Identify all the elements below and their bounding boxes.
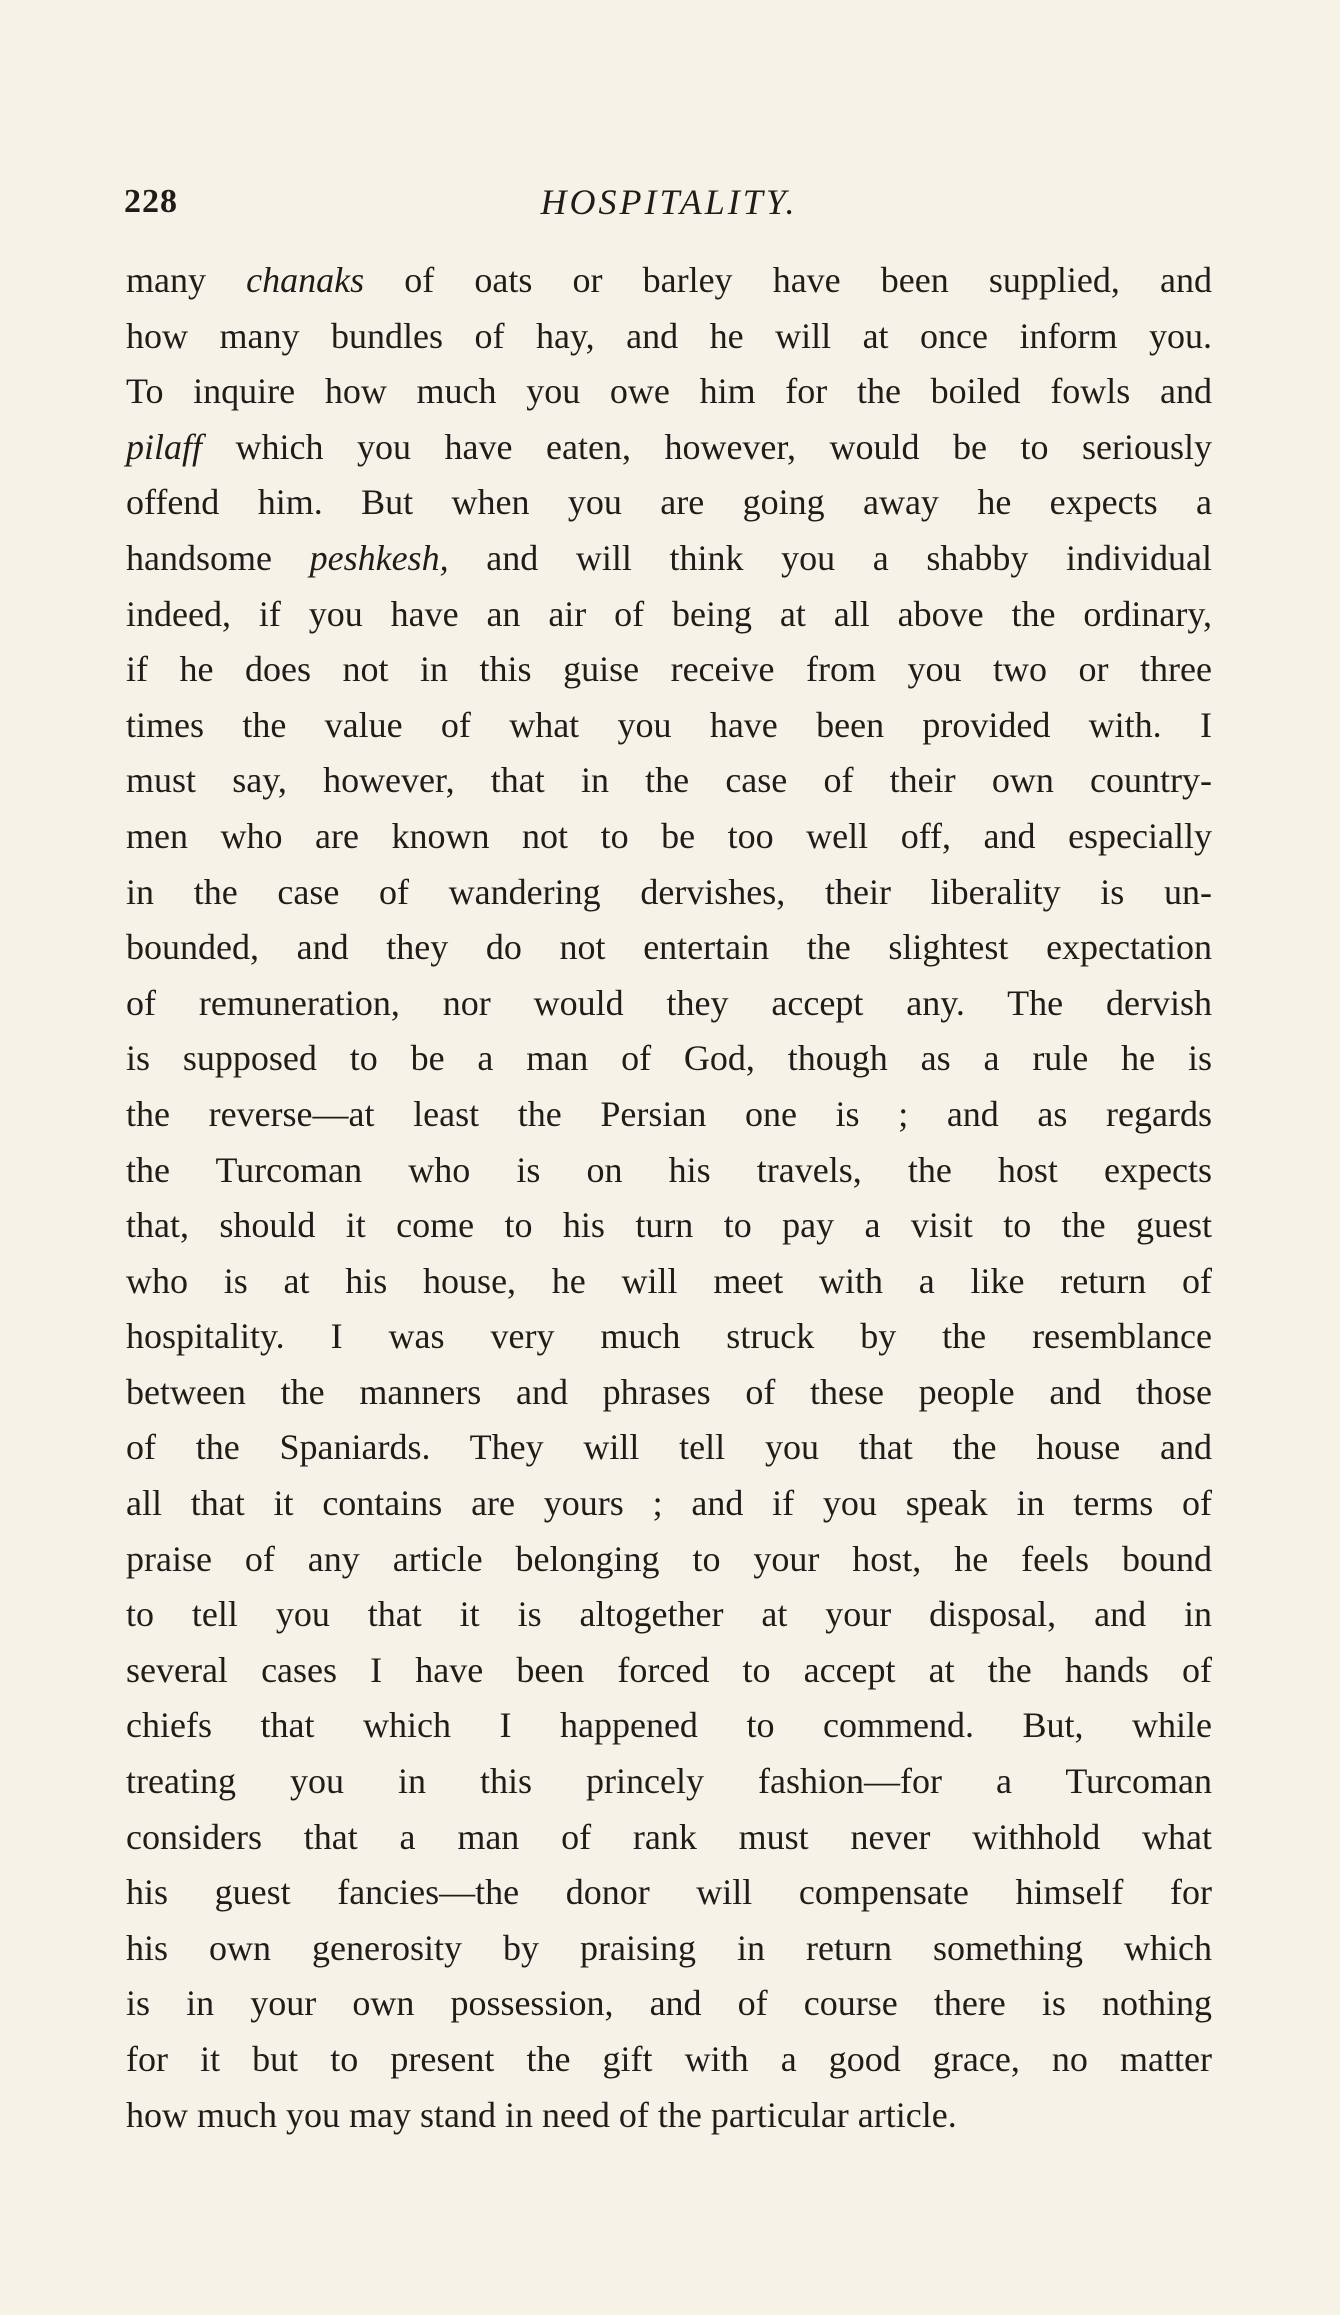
text-line	[126, 475, 1212, 531]
text-line	[126, 420, 1212, 476]
text-line	[126, 1532, 1212, 1588]
text-segment: the Turcoman who is on his travels, the host expects	[126, 1149, 1212, 1190]
text-line	[126, 1476, 1212, 1532]
text-line	[126, 1976, 1212, 2032]
text-segment: handsome	[126, 537, 310, 578]
text-line	[126, 587, 1212, 643]
text-segment: of oats or barley have been supplied, and	[364, 260, 1212, 300]
text-line	[126, 1810, 1212, 1866]
page-header	[124, 175, 1214, 231]
body-text	[126, 253, 1212, 2143]
text-line	[126, 1254, 1212, 1310]
text-line	[126, 1365, 1212, 1421]
page-number: 228	[124, 183, 178, 220]
running-title: HOSPITALITY.	[540, 182, 798, 222]
italic-term: chanaks	[246, 260, 365, 300]
text-segment: To inquire how much you owe him for the boiled fowls and	[126, 371, 1212, 412]
text-line	[126, 809, 1212, 865]
text-line	[126, 1754, 1212, 1810]
text-segment: indeed, if you have an air of being at all above the ordinary,	[126, 593, 1212, 634]
text-segment: chiefs that which I happened to commend. But, while	[126, 1705, 1212, 1746]
text-segment: of the Spaniards. They will tell you that the house and	[126, 1427, 1212, 1468]
text-segment: the reverse—at least the Persian one is ; and as regards	[126, 1093, 1212, 1134]
text-line	[126, 2088, 1212, 2144]
text-segment: to tell you that it is altogether at your disposal, and in	[126, 1594, 1212, 1635]
text-line	[126, 1087, 1212, 1143]
text-segment: men who are known not to be too well off, and especially	[126, 815, 1212, 856]
text-segment: how much you may stand in need of the particular article.	[126, 2094, 957, 2135]
text-segment: must say, however, that in the case of their own country-	[126, 760, 1212, 801]
text-segment: all that it contains are yours ; and if you speak in terms of	[126, 1483, 1212, 1524]
text-segment: times the value of what you have been provided with. I	[126, 704, 1212, 745]
text-segment: offend him. But when you are going away he expects a	[126, 482, 1212, 523]
text-line	[126, 2032, 1212, 2088]
text-line	[126, 1643, 1212, 1699]
text-segment: that, should it come to his turn to pay a visit to the guest	[126, 1205, 1212, 1246]
text-line	[126, 1587, 1212, 1643]
text-segment: his own generosity by praising in return something which	[126, 1927, 1212, 1968]
text-line	[126, 364, 1212, 420]
text-line	[126, 1420, 1212, 1476]
text-segment: is supposed to be a man of God, though as a rule he is	[126, 1038, 1212, 1079]
text-segment: between the manners and phrases of these people and those	[126, 1371, 1212, 1412]
text-line	[126, 1309, 1212, 1365]
text-segment: which you have eaten, however, would be to seriously	[202, 426, 1212, 467]
text-line	[126, 920, 1212, 976]
text-segment: his guest fancies—the donor will compensate himself for	[126, 1872, 1212, 1913]
text-line	[126, 1143, 1212, 1199]
text-line	[126, 253, 1212, 309]
text-segment: many	[126, 260, 247, 300]
text-segment: several cases I have been forced to accept at the hands of	[126, 1649, 1212, 1690]
text-segment: bounded, and they do not entertain the slightest expectation	[126, 927, 1212, 968]
text-segment: who is at his house, he will meet with a like return of	[126, 1260, 1212, 1301]
text-segment: of remuneration, nor would they accept any. The dervish	[126, 982, 1212, 1023]
text-segment: if he does not in this guise receive from you two or three	[126, 649, 1212, 690]
text-line	[126, 642, 1212, 698]
text-line	[126, 309, 1212, 365]
text-line	[126, 976, 1212, 1032]
italic-term: pilaff	[126, 426, 203, 467]
text-line	[126, 865, 1212, 921]
text-segment: in the case of wandering dervishes, their liberality is un-	[126, 871, 1212, 912]
text-segment: treating you in this princely fashion—for a Turcoman	[126, 1761, 1212, 1802]
italic-term: peshkesh,	[309, 537, 449, 578]
text-line	[126, 531, 1212, 587]
text-line	[126, 1198, 1212, 1254]
text-segment: and will think you a shabby individual	[448, 537, 1212, 578]
text-line	[126, 1921, 1212, 1977]
text-line	[126, 698, 1212, 754]
text-line	[126, 1865, 1212, 1921]
text-segment: considers that a man of rank must never withhold what	[126, 1816, 1212, 1857]
text-line	[126, 753, 1212, 809]
text-segment: hospitality. I was very much struck by the resemblance	[126, 1316, 1212, 1357]
text-segment: praise of any article belonging to your host, he feels bound	[126, 1538, 1212, 1579]
text-segment: is in your own possession, and of course there is nothing	[126, 1983, 1212, 2024]
text-segment: how many bundles of hay, and he will at once inform you.	[126, 315, 1212, 356]
text-line	[126, 1031, 1212, 1087]
text-line	[126, 1698, 1212, 1754]
text-segment: for it but to present the gift with a good grace, no matter	[126, 2039, 1212, 2079]
